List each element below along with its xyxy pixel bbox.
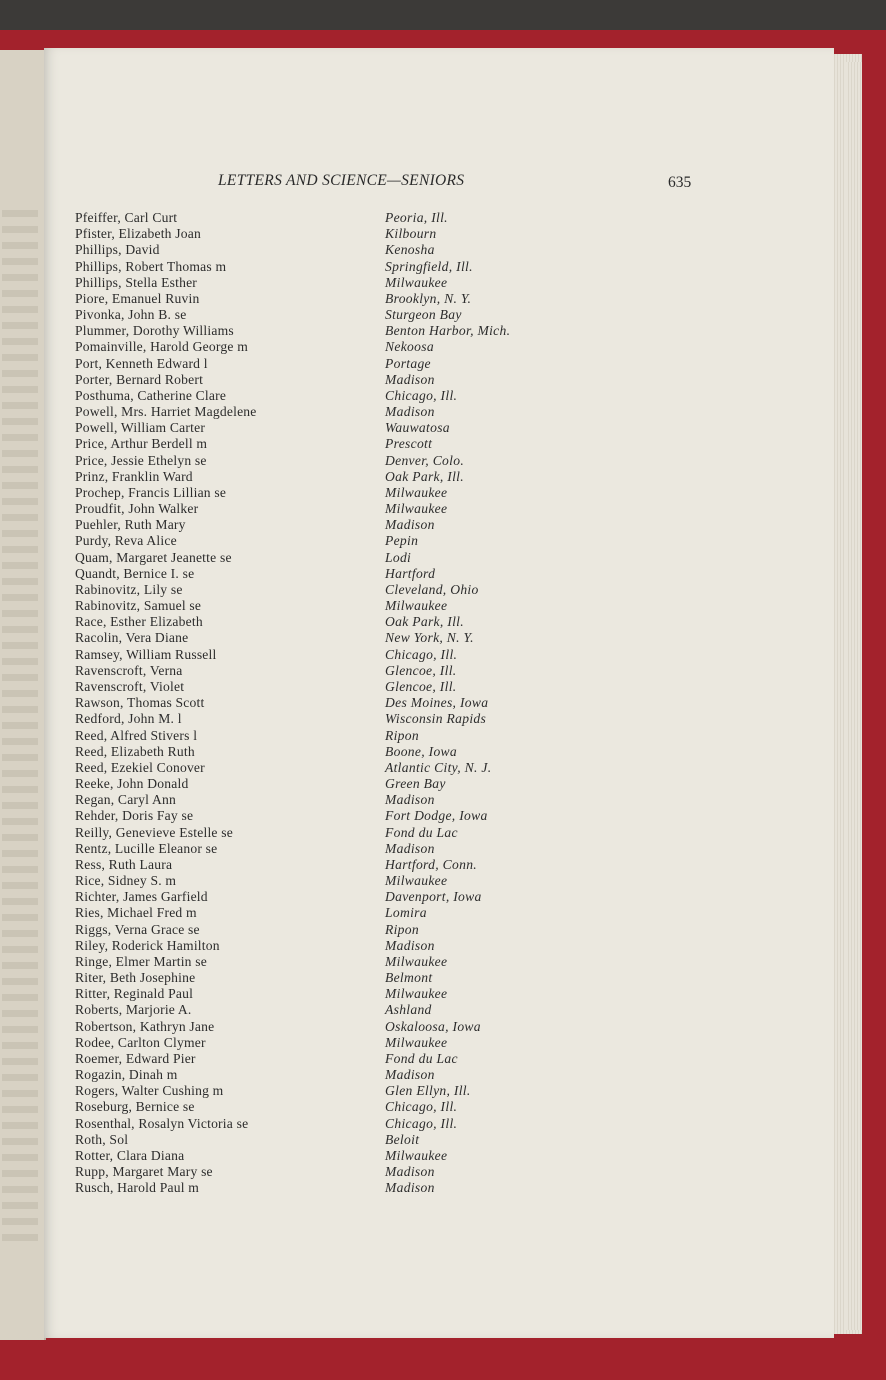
student-hometown: Denver, Colo. [385, 452, 465, 468]
student-hometown: Boone, Iowa [385, 743, 458, 759]
student-name: Rehder, Doris Fay se [75, 808, 194, 824]
facing-page-text-fragment [2, 1090, 38, 1097]
facing-page-text-fragment [2, 306, 38, 313]
list-item [75, 1132, 615, 1148]
student-name: Roemer, Edward Pier [75, 1050, 196, 1066]
student-name: Roth, Sol [75, 1131, 129, 1147]
student-hometown: Madison [385, 517, 435, 533]
student-name: Ritter, Reginald Paul [75, 986, 194, 1002]
student-hometown: Hartford [385, 565, 436, 581]
student-name: Robertson, Kathryn Jane [75, 1018, 215, 1034]
student-name: Racolin, Vera Diane [75, 630, 189, 646]
list-item [75, 711, 615, 727]
student-name: Rosenthal, Rosalyn Victoria se [75, 1115, 249, 1131]
student-name: Quandt, Bernice I. se [75, 565, 195, 581]
student-name: Phillips, Stella Esther [75, 274, 198, 290]
student-name: Puehler, Ruth Mary [75, 517, 186, 533]
student-hometown: Portage [385, 355, 431, 371]
student-name: Riter, Beth Josephine [75, 970, 196, 986]
list-item [75, 663, 615, 679]
list-item [75, 728, 615, 744]
facing-page-text-fragment [2, 738, 38, 745]
facing-page-text-fragment [2, 1234, 38, 1241]
list-item [75, 356, 615, 372]
student-name: Prinz, Franklin Ward [75, 468, 193, 484]
facing-page-text-fragment [2, 834, 38, 841]
facing-page-text-fragment [2, 210, 38, 217]
student-hometown: Madison [385, 1164, 435, 1180]
list-item [75, 760, 615, 776]
student-hometown: Prescott [385, 436, 433, 452]
facing-page-text-fragment [2, 466, 38, 473]
student-hometown: Sturgeon Bay [385, 307, 462, 323]
list-item [75, 469, 615, 485]
facing-page-text-fragment [2, 866, 38, 873]
facing-page-text-fragment [2, 322, 38, 329]
list-item [75, 889, 615, 905]
list-item [75, 873, 615, 889]
list-item [75, 695, 615, 711]
facing-page-text-fragment [2, 434, 38, 441]
student-hometown: Madison [385, 404, 435, 420]
list-item [75, 1019, 615, 1035]
facing-page-text-fragment [2, 386, 38, 393]
list-item [75, 420, 615, 436]
list-item [75, 776, 615, 792]
student-hometown: Chicago, Ill. [385, 646, 458, 662]
student-name: Price, Arthur Berdell m [75, 436, 208, 452]
student-name: Porter, Bernard Robert [75, 371, 204, 387]
student-name: Port, Kenneth Edward l [75, 355, 208, 371]
list-item [75, 857, 615, 873]
list-item [75, 1116, 615, 1132]
student-name: Ringe, Elmer Martin se [75, 953, 208, 969]
facing-page-text-fragment [2, 1122, 38, 1129]
student-hometown: Ripon [385, 727, 419, 743]
student-name: Proudfit, John Walker [75, 501, 199, 517]
student-hometown: Glencoe, Ill. [385, 662, 457, 678]
student-name: Reed, Elizabeth Ruth [75, 743, 195, 759]
student-hometown: Green Bay [385, 776, 446, 792]
student-name: Roberts, Marjorie A. [75, 1002, 192, 1018]
facing-page-text-fragment [2, 1106, 38, 1113]
facing-page-text-fragment [2, 1010, 38, 1017]
facing-page-text-fragment [2, 402, 38, 409]
student-name: Powell, William Carter [75, 420, 206, 436]
facing-page-text-fragment [2, 658, 38, 665]
student-name: Posthuma, Catherine Clare [75, 387, 227, 403]
student-hometown: Milwaukee [385, 501, 448, 517]
facing-page-text-fragment [2, 370, 38, 377]
list-item [75, 582, 615, 598]
student-name: Rice, Sidney S. m [75, 873, 177, 889]
student-hometown: Oak Park, Ill. [385, 468, 464, 484]
list-item [75, 841, 615, 857]
list-item [75, 404, 615, 420]
student-name: Pfister, Elizabeth Joan [75, 226, 201, 242]
facing-page-text-fragment [2, 258, 38, 265]
student-name: Ries, Michael Fred m [75, 905, 197, 921]
facing-page-text-fragment [2, 706, 38, 713]
facing-page-text-fragment [2, 930, 38, 937]
student-name: Rawson, Thomas Scott [75, 695, 205, 711]
list-item [75, 986, 615, 1002]
student-name: Ramsey, William Russell [75, 646, 217, 662]
student-name: Riggs, Verna Grace se [75, 921, 200, 937]
student-name: Rabinovitz, Samuel se [75, 598, 202, 614]
student-hometown: Atlantic City, N. J. [385, 759, 492, 775]
list-item [75, 647, 615, 663]
facing-page-text-fragment [2, 578, 38, 585]
student-name: Rusch, Harold Paul m [75, 1180, 200, 1196]
facing-page-text-fragment [2, 978, 38, 985]
facing-page-text-fragment [2, 946, 38, 953]
list-item [75, 388, 615, 404]
list-item [75, 242, 615, 258]
list-item [75, 630, 615, 646]
student-hometown: Chicago, Ill. [385, 387, 458, 403]
list-item [75, 453, 615, 469]
student-name: Powell, Mrs. Harriet Magdelene [75, 404, 257, 420]
facing-page-text-fragment [2, 994, 38, 1001]
student-hometown: Wauwatosa [385, 420, 450, 436]
student-name: Pomainville, Harold George m [75, 339, 248, 355]
student-name: Reilly, Genevieve Estelle se [75, 824, 233, 840]
student-hometown: Davenport, Iowa [385, 889, 482, 905]
facing-page-text-fragment [2, 882, 38, 889]
student-hometown: Peoria, Ill. [385, 210, 448, 225]
list-item [75, 792, 615, 808]
facing-page-text-fragment [2, 274, 38, 281]
facing-page-text-fragment [2, 594, 38, 601]
list-item [75, 1051, 615, 1067]
student-hometown: Chicago, Ill. [385, 1115, 458, 1131]
student-hometown: Ripon [385, 921, 419, 937]
facing-page-text-fragment [2, 546, 38, 553]
facing-page-text-fragment [2, 290, 38, 297]
list-item [75, 550, 615, 566]
list-item [75, 226, 615, 242]
facing-page-text-fragment [2, 802, 38, 809]
student-name: Phillips, David [75, 242, 160, 258]
student-hometown: Milwaukee [385, 986, 448, 1002]
student-name: Race, Esther Elizabeth [75, 614, 203, 630]
facing-page-text-fragment [2, 818, 38, 825]
list-item [75, 210, 615, 226]
list-item [75, 905, 615, 921]
student-name: Purdy, Reva Alice [75, 533, 177, 549]
student-name: Rogers, Walter Cushing m [75, 1083, 224, 1099]
list-item [75, 1067, 615, 1083]
student-hometown: Benton Harbor, Mich. [385, 323, 511, 339]
facing-page-text-fragment [2, 786, 38, 793]
student-list [75, 210, 615, 1196]
student-hometown: Nekoosa [385, 339, 434, 355]
student-hometown: Kilbourn [385, 226, 437, 242]
facing-page-text-fragment [2, 450, 38, 457]
facing-page-text-fragment [2, 754, 38, 761]
student-hometown: Fond du Lac [385, 824, 458, 840]
list-item [75, 922, 615, 938]
list-item [75, 825, 615, 841]
student-hometown: Oskaloosa, Iowa [385, 1018, 481, 1034]
student-hometown: Wisconsin Rapids [385, 711, 487, 727]
list-item [75, 1148, 615, 1164]
previous-page-edge [0, 50, 46, 1340]
facing-page-text-fragment [2, 242, 38, 249]
student-name: Rogazin, Dinah m [75, 1067, 178, 1083]
list-item [75, 598, 615, 614]
student-hometown: Des Moines, Iowa [385, 695, 489, 711]
list-item [75, 1099, 615, 1115]
student-name: Quam, Margaret Jeanette se [75, 549, 232, 565]
list-item [75, 566, 615, 582]
student-hometown: Madison [385, 1180, 435, 1196]
student-name: Piore, Emanuel Ruvin [75, 290, 200, 306]
list-item [75, 307, 615, 323]
student-hometown: Milwaukee [385, 953, 448, 969]
student-hometown: Milwaukee [385, 598, 448, 614]
list-item [75, 1164, 615, 1180]
facing-page-text-fragment [2, 690, 38, 697]
student-hometown: Milwaukee [385, 484, 448, 500]
list-item [75, 323, 615, 339]
facing-page-text-fragment [2, 914, 38, 921]
list-item [75, 614, 615, 630]
facing-page-text-fragment [2, 722, 38, 729]
student-hometown: Oak Park, Ill. [385, 614, 464, 630]
facing-page-text-fragment [2, 562, 38, 569]
list-item [75, 1083, 615, 1099]
student-hometown: Fort Dodge, Iowa [385, 808, 488, 824]
facing-page-text-fragment [2, 610, 38, 617]
facing-page-text-fragment [2, 1058, 38, 1065]
facing-page-text-fragment [2, 338, 38, 345]
student-hometown: Milwaukee [385, 873, 448, 889]
student-hometown: Madison [385, 840, 435, 856]
student-name: Prochep, Francis Lillian se [75, 484, 227, 500]
student-name: Riley, Roderick Hamilton [75, 937, 220, 953]
student-hometown: New York, N. Y. [385, 630, 474, 646]
facing-page-text-fragment [2, 226, 38, 233]
student-name: Rentz, Lucille Eleanor se [75, 840, 218, 856]
student-name: Pivonka, John B. se [75, 307, 187, 323]
page-stack-edges-inner [846, 62, 862, 1330]
list-item [75, 259, 615, 275]
student-name: Richter, James Garfield [75, 889, 208, 905]
list-item [75, 1035, 615, 1051]
list-item [75, 517, 615, 533]
student-name: Pfeiffer, Carl Curt [75, 210, 178, 225]
facing-page-text-fragment [2, 626, 38, 633]
facing-page-text-fragment [2, 1170, 38, 1177]
student-hometown: Ashland [385, 1002, 432, 1018]
student-name: Rodee, Carlton Clymer [75, 1034, 206, 1050]
student-name: Rupp, Margaret Mary se [75, 1164, 213, 1180]
list-item [75, 339, 615, 355]
facing-page-text-fragment [2, 354, 38, 361]
student-name: Regan, Caryl Ann [75, 792, 176, 808]
student-hometown: Madison [385, 792, 435, 808]
student-hometown: Chicago, Ill. [385, 1099, 458, 1115]
student-hometown: Milwaukee [385, 1034, 448, 1050]
list-item [75, 744, 615, 760]
student-name: Ress, Ruth Laura [75, 856, 173, 872]
list-item [75, 954, 615, 970]
list-item [75, 679, 615, 695]
list-item [75, 275, 615, 291]
student-hometown: Glen Ellyn, Ill. [385, 1083, 471, 1099]
student-hometown: Hartford, Conn. [385, 856, 477, 872]
student-hometown: Cleveland, Ohio [385, 581, 479, 597]
student-hometown: Kenosha [385, 242, 435, 258]
list-item [75, 501, 615, 517]
list-item [75, 533, 615, 549]
facing-page-text-fragment [2, 1186, 38, 1193]
facing-page-text-fragment [2, 1218, 38, 1225]
student-name: Ravenscroft, Verna [75, 662, 183, 678]
student-name: Price, Jessie Ethelyn se [75, 452, 207, 468]
student-hometown: Glencoe, Ill. [385, 678, 457, 694]
list-item [75, 970, 615, 986]
student-name: Plummer, Dorothy Williams [75, 323, 234, 339]
facing-page-text-fragment [2, 674, 38, 681]
student-hometown: Madison [385, 371, 435, 387]
student-hometown: Madison [385, 1067, 435, 1083]
facing-page-text-fragment [2, 1074, 38, 1081]
student-name: Reed, Ezekiel Conover [75, 759, 205, 775]
running-header: LETTERS AND SCIENCE—SENIORS [218, 172, 465, 189]
student-hometown: Pepin [385, 533, 419, 549]
student-name: Phillips, Robert Thomas m [75, 258, 227, 274]
student-name: Reed, Alfred Stivers l [75, 727, 198, 743]
student-hometown: Fond du Lac [385, 1050, 458, 1066]
student-hometown: Springfield, Ill. [385, 258, 473, 274]
student-name: Reeke, John Donald [75, 776, 189, 792]
student-hometown: Lodi [385, 549, 412, 565]
list-item [75, 485, 615, 501]
facing-page-text-fragment [2, 962, 38, 969]
student-hometown: Milwaukee [385, 274, 448, 290]
facing-page-text-fragment [2, 482, 38, 489]
list-item [75, 1002, 615, 1018]
student-name: Ravenscroft, Violet [75, 678, 185, 694]
student-hometown: Madison [385, 937, 435, 953]
student-name: Roseburg, Bernice se [75, 1099, 195, 1115]
student-name: Rotter, Clara Diana [75, 1147, 185, 1163]
page-number: 635 [668, 174, 692, 191]
facing-page-text-fragment [2, 418, 38, 425]
student-hometown: Brooklyn, N. Y. [385, 290, 472, 306]
facing-page-text-fragment [2, 1138, 38, 1145]
student-hometown: Milwaukee [385, 1147, 448, 1163]
list-item [75, 436, 615, 452]
list-item [75, 1180, 615, 1196]
facing-page-text-fragment [2, 1042, 38, 1049]
student-hometown: Lomira [385, 905, 427, 921]
list-item [75, 938, 615, 954]
list-item [75, 372, 615, 388]
student-hometown: Belmont [385, 970, 433, 986]
facing-page-text-fragment [2, 1154, 38, 1161]
student-name: Rabinovitz, Lily se [75, 581, 183, 597]
facing-page-text-fragment [2, 898, 38, 905]
student-name: Redford, John M. l [75, 711, 182, 727]
facing-page-text-fragment [2, 770, 38, 777]
list-item [75, 291, 615, 307]
facing-page-text-fragment [2, 642, 38, 649]
facing-page-text-fragment [2, 530, 38, 537]
facing-page-text-fragment [2, 1026, 38, 1033]
facing-page-text-fragment [2, 1202, 38, 1209]
list-item [75, 808, 615, 824]
facing-page-text-fragment [2, 850, 38, 857]
facing-page-text-fragment [2, 498, 38, 505]
student-hometown: Beloit [385, 1131, 420, 1147]
facing-page-text-fragment [2, 514, 38, 521]
